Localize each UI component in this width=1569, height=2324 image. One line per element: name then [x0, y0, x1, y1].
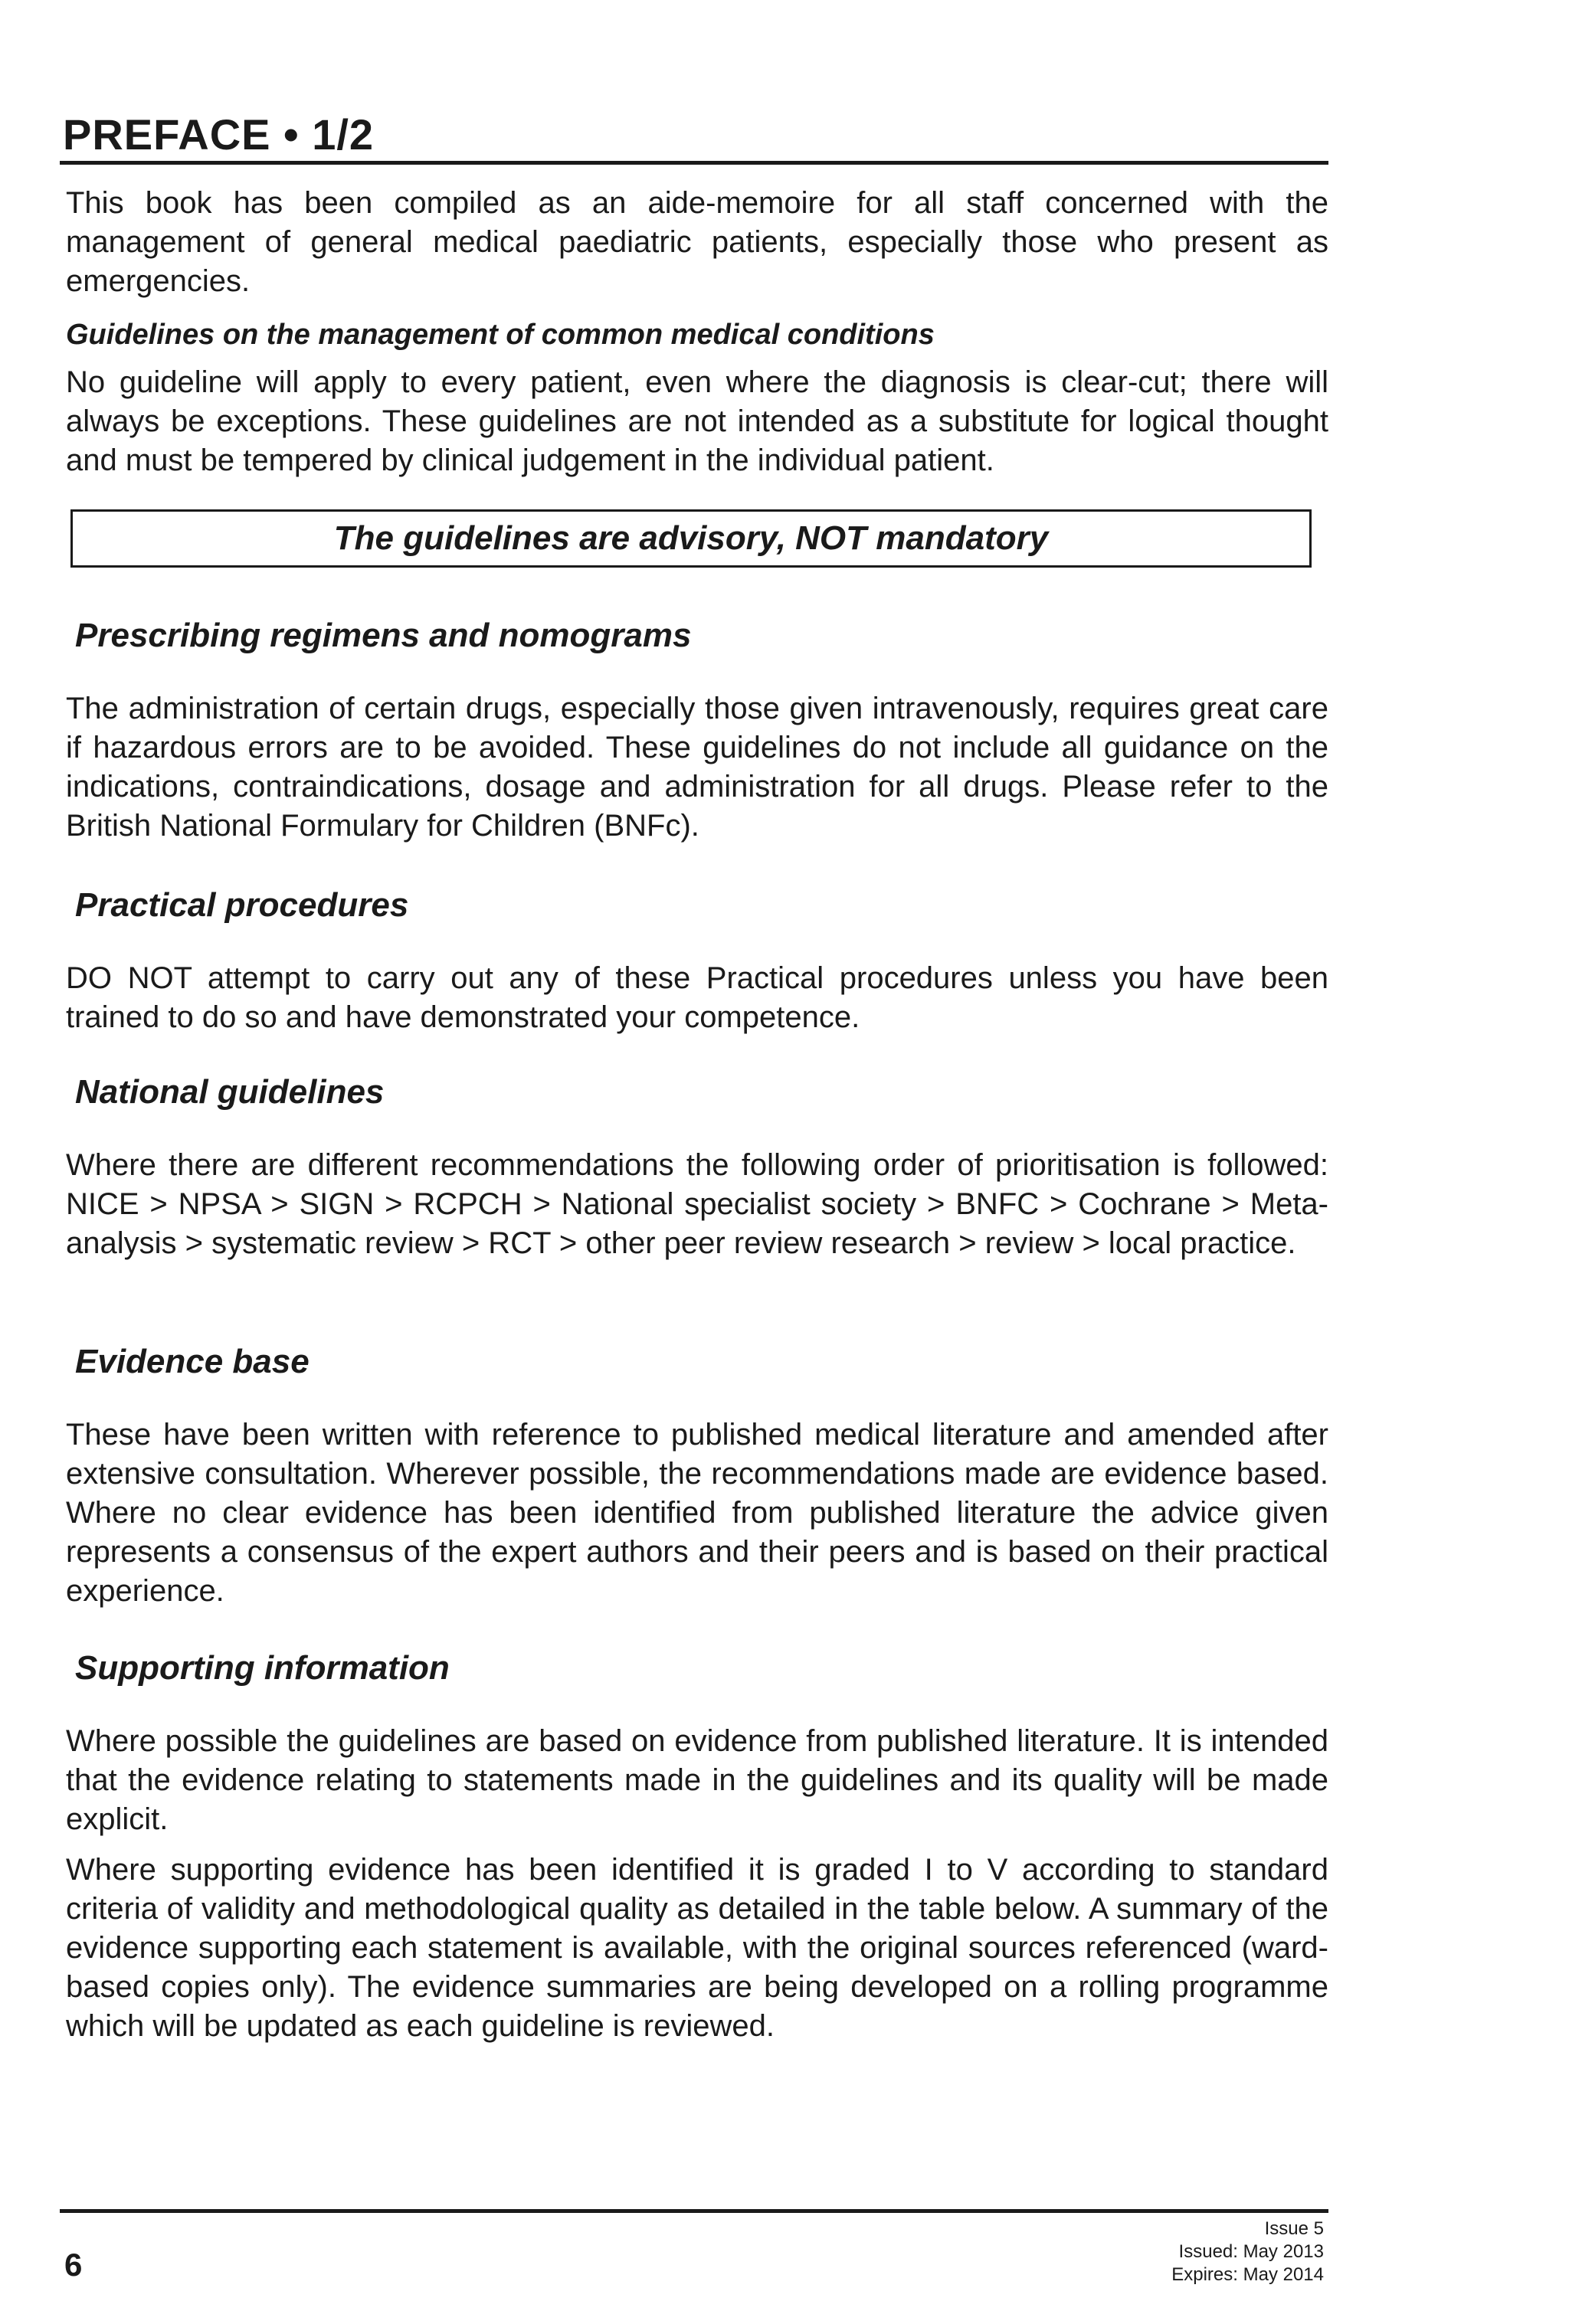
section-heading-practical-procedures: Practical procedures [75, 886, 409, 924]
section-paragraph-supporting-1: Where possible the guidelines are based on evidence from published literature. It is intended that the evidence relating to statements made in the guidelines and its quality will be made explicit. [66, 1724, 1328, 1836]
section-paragraph-evidence-base: These have been written with reference to published medical literature and amended after extensive consultation. Wherever possible, the recommendations made are evidence based. Where no clear evidence has been identified from published literature the advice given represents a consensus of the expert authors and their peers and is based on their practical experience. [66, 1418, 1328, 1608]
section-heading-supporting-information: Supporting information [75, 1649, 450, 1687]
section-heading-evidence-base: Evidence base [75, 1343, 310, 1380]
advisory-box [70, 509, 1312, 568]
section-paragraph-prescribing: The administration of certain drugs, especially those given intravenously, requires great care if hazardous errors are to be avoided. These guidelines do not include all guidance on the indications, contraindications, dosage and administration for all drugs. Please refer to the British National Formulary for Children (BNFc). [66, 692, 1328, 843]
guidelines-subheading: Guidelines on the management of common medical conditions [66, 319, 935, 351]
title-divider [60, 161, 1328, 165]
section-paragraph-practical-procedures: DO NOT attempt to carry out any of these Practical procedures unless you have been trained to do so and have demonstrated your competence. [66, 961, 1328, 1034]
section-heading-national-guidelines: National guidelines [75, 1073, 385, 1111]
page-number: 6 [64, 2247, 83, 2283]
page-title: PREFACE • 1/2 [63, 110, 375, 159]
intro-paragraph: This book has been compiled as an aide-memoire for all staff concerned with the management of general medical paediatric patients, especially those who present as emergencies. [66, 186, 1328, 298]
section-paragraph-national-guidelines: Where there are different recommendations the following order of prioritisation is followed: NICE > NPSA > SIGN > RCPCH > National specialist society > BNFC > Cochrane > Meta-analysis > systematic review > RCT > other peer review research > review > local practice. [66, 1148, 1328, 1260]
expires-date: Expires: May 2014 [1171, 2264, 1324, 2285]
issue-number: Issue 5 [1264, 2218, 1324, 2239]
advisory-text: The guidelines are advisory, NOT mandatory [333, 519, 1049, 557]
section-heading-prescribing: Prescribing regimens and nomograms [75, 617, 692, 654]
footer-divider [60, 2209, 1328, 2213]
issued-date: Issued: May 2013 [1178, 2241, 1324, 2262]
section-paragraph-supporting-2: Where supporting evidence has been identified it is graded I to V according to standard criteria of validity and methodological quality as detailed in the table below. A summary of the evidence supporting each statement is available, with the original sources referenced (ward-based copies only). The evidence summaries are being developed on a rolling programme which will be updated as each guideline is reviewed. [66, 1853, 1328, 2043]
issue-info [1171, 2218, 1324, 2286]
guidelines-paragraph: No guideline will apply to every patient, even where the diagnosis is clear-cut; there will always be exceptions. These guidelines are not intended as a substitute for logical thought and must be tempered by clinical judgement in the individual patient. [66, 365, 1328, 477]
